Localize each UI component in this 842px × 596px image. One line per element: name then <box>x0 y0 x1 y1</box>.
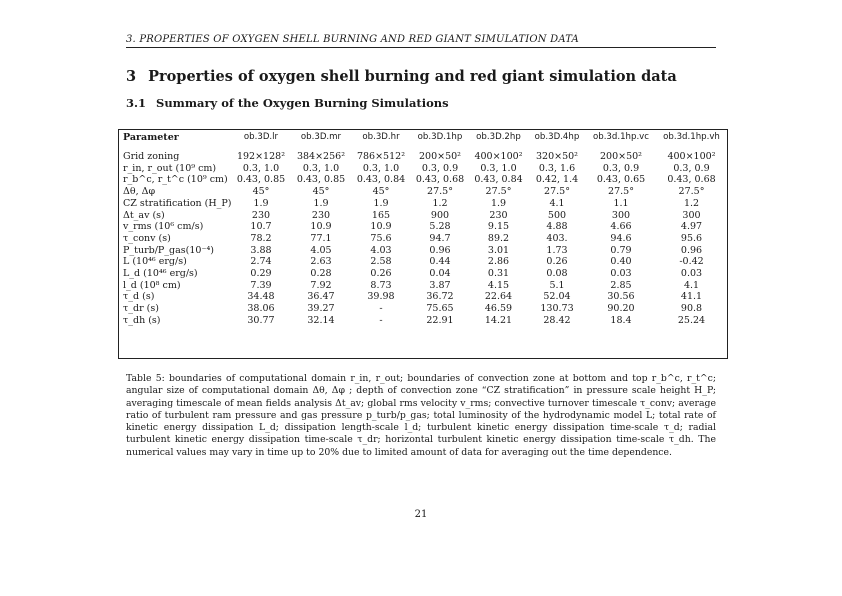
table-cell: 786×512² <box>356 151 406 162</box>
table-cell: 0.43, 0.65 <box>596 174 646 186</box>
table-cell: 0.44 <box>429 256 451 268</box>
table-cell: 1.9 <box>373 197 389 209</box>
table-cell: 130.73 <box>540 303 574 315</box>
table-cell: 45° <box>372 186 390 198</box>
table-row <box>119 174 727 186</box>
table-cell: 94.7 <box>429 232 451 244</box>
table-row <box>119 245 727 257</box>
table-cell: 4.05 <box>310 244 332 256</box>
table-cell: 75.6 <box>370 232 392 244</box>
table-cell: 300 <box>682 209 701 221</box>
column-header: ob.3d.1hp.vh <box>663 132 720 143</box>
table-cell: 0.26 <box>546 256 568 268</box>
table-cell: 38.06 <box>247 303 275 315</box>
page-number: 21 <box>414 509 428 520</box>
table-cell: 90.20 <box>607 303 635 315</box>
table-cell: 22.64 <box>484 291 513 303</box>
table-cell: 34.48 <box>247 291 275 303</box>
table-cell: 0.96 <box>680 244 703 256</box>
table-cell: -0.42 <box>679 256 704 268</box>
table-row <box>119 233 727 245</box>
table-cell: 41.1 <box>680 291 703 303</box>
table-cell: 0.3, 1.0 <box>242 162 280 174</box>
table-cell: 4.97 <box>680 221 703 233</box>
table-row <box>119 256 727 268</box>
section-title: Properties of oxygen shell burning and red giant simulation data <box>148 68 677 85</box>
table-cell: 200×50² <box>600 151 642 162</box>
table-cell: 400×100² <box>474 151 523 162</box>
row-label: CZ stratification (H_P) <box>123 197 232 209</box>
table-cell: 10.7 <box>250 221 272 233</box>
table-cell: 3.01 <box>487 244 510 256</box>
column-header: ob.3D.lr <box>243 132 279 143</box>
table-cell: 7.92 <box>310 279 332 291</box>
row-label: Δt_av (s) <box>123 209 165 221</box>
row-label: L (10⁴⁶ erg/s) <box>123 256 187 268</box>
table-cell: 77.1 <box>310 232 332 244</box>
table-cell: 230 <box>311 209 331 221</box>
table-cell: 0.3, 0.9 <box>673 162 710 174</box>
table-cell: 165 <box>371 209 391 221</box>
table-cell: 320×50² <box>536 151 578 162</box>
table-cell: 28.42 <box>543 314 571 326</box>
row-label: τ_d (s) <box>123 291 155 303</box>
simulation-summary-table <box>118 129 728 359</box>
row-label: l_d (10⁸ cm) <box>123 279 181 291</box>
table-cell: 500 <box>547 209 567 221</box>
table-cell: 400×100² <box>667 151 716 162</box>
row-label: τ_dr (s) <box>123 303 159 315</box>
table-row <box>119 268 727 280</box>
column-header: ob.3D.4hp <box>534 132 580 143</box>
section-number: 3 <box>126 68 137 85</box>
table-cell: 230 <box>489 209 508 221</box>
table-cell: 0.29 <box>250 268 272 280</box>
table-cell: 0.43, 0.84 <box>356 174 406 186</box>
table-cell: 39.98 <box>367 291 395 303</box>
table-cell: 0.04 <box>429 268 451 280</box>
table-cell: 94.6 <box>610 232 632 244</box>
table-cell: 0.43, 0.68 <box>415 174 465 186</box>
running-head: 3. PROPERTIES OF OXYGEN SHELL BURNING AND RED GIANT SIMULATION DATA <box>126 34 716 48</box>
table-cell: 27.5° <box>678 186 705 198</box>
table-cell: 30.56 <box>607 291 635 303</box>
table-cell: 0.08 <box>546 268 568 280</box>
table-caption: Table 5: boundaries of computational domain r_in, r_out; boundaries of convection zone at bottom and top r_b^c, r_t^c; angular size of computational domain Δθ, Δφ ; depth of convection zone “CZ stratification” in pressure scale height H_P; averaging timescale of mean fields analysis Δt_av; global rms velocity v_rms; convective turnover timescale τ_conv; average ratio of turbulent ram pressure and gas pressure p_turb/p_gas; total luminosity of the hydrodynamic model L; total rate of kinetic energy dissipation L_d; dissipation length-scale l_d; turbulent kinetic energy dissipation time-scale τ_d; radial turbulent kinetic energy dissipation time-scale τ_dr; horizontal turbulent kinetic energy dissipation time-scale τ_dh. The numerical values may vary in time up to 20% due to limited amount of data for averaging out the time dependence. <box>126 373 716 458</box>
section-heading <box>126 68 677 85</box>
table-cell: 0.43, 0.84 <box>474 174 523 186</box>
table-row <box>119 280 727 292</box>
table-cell: 89.2 <box>487 232 510 244</box>
row-label: τ_conv (s) <box>123 232 171 244</box>
table-cell: 0.03 <box>610 268 632 280</box>
table-cell: 230 <box>251 209 271 221</box>
table-cell: 14.21 <box>484 314 513 326</box>
table-cell: 900 <box>430 209 450 221</box>
table-cell: 1.9 <box>253 197 269 209</box>
column-header: ob.3d.1hp.vc <box>592 132 649 143</box>
table-cell: 4.1 <box>683 279 700 291</box>
table-cell: 1.2 <box>683 197 700 209</box>
table-cell: 39.27 <box>307 303 335 315</box>
table-cell: 403. <box>546 232 568 244</box>
table-cell: 0.3, 0.9 <box>602 162 640 174</box>
table-cell: 7.39 <box>250 279 272 291</box>
column-header: ob.3D.2hp <box>476 132 521 143</box>
table-cell: - <box>379 303 383 315</box>
table-cell: 2.85 <box>610 279 632 291</box>
table-cell: 0.3, 1.0 <box>480 162 517 174</box>
table-cell: 1.9 <box>313 197 329 209</box>
table-cell: 2.86 <box>487 256 510 268</box>
table-cell: 32.14 <box>307 314 335 326</box>
table-cell: 0.3, 1.6 <box>538 162 576 174</box>
parameter-header: Parameter <box>123 132 179 144</box>
table-cell: 0.40 <box>610 256 632 268</box>
table-row <box>119 186 727 198</box>
table-cell: 5.1 <box>549 279 565 291</box>
table-cell: 0.43, 0.68 <box>667 174 716 186</box>
table-cell: 27.5° <box>485 186 512 198</box>
table-cell: 18.4 <box>610 314 632 326</box>
table-cell: 0.03 <box>680 268 703 280</box>
table-row <box>119 210 727 222</box>
table-cell: 4.66 <box>610 221 632 233</box>
row-label: L_d (10⁴⁶ erg/s) <box>123 268 198 280</box>
table-cell: 0.3, 0.9 <box>421 162 459 174</box>
table-row <box>119 163 727 175</box>
table-cell: 0.3, 1.0 <box>362 162 400 174</box>
table-cell: 300 <box>611 209 631 221</box>
table-cell: 1.1 <box>613 197 629 209</box>
subsection-number: 3.1 <box>126 96 147 110</box>
table-cell: 30.77 <box>247 314 275 326</box>
table-cell: 0.96 <box>429 244 451 256</box>
table-row <box>119 291 727 303</box>
table-cell: 8.73 <box>370 279 392 291</box>
table-row <box>119 221 727 233</box>
table-cell: 0.43, 0.85 <box>296 174 346 186</box>
row-label: r_b^c, r_t^c (10⁹ cm) <box>123 174 228 186</box>
row-label: Grid zoning <box>123 151 180 162</box>
table-row <box>119 303 727 315</box>
column-header: ob.3D.mr <box>300 132 342 143</box>
table-cell: 36.47 <box>307 291 335 303</box>
table-cell: 45° <box>252 186 270 198</box>
table-cell: 384×256² <box>296 151 346 162</box>
table-cell: 78.2 <box>250 232 272 244</box>
table-row <box>119 151 727 163</box>
table-cell: 0.42, 1.4 <box>535 174 579 186</box>
subsection-heading <box>126 96 449 110</box>
table-cell: 2.63 <box>310 256 332 268</box>
table-cell: 95.6 <box>680 232 703 244</box>
table-cell: 0.3, 1.0 <box>302 162 340 174</box>
table-cell: 46.59 <box>484 303 513 315</box>
table-cell: 2.58 <box>370 256 392 268</box>
table-cell: 0.28 <box>310 268 332 280</box>
table-row <box>119 198 727 210</box>
subsection-title: Summary of the Oxygen Burning Simulations <box>156 96 449 110</box>
table-cell: 192×128² <box>236 151 286 162</box>
row-label: v_rms (10⁶ cm/s) <box>123 221 204 233</box>
table-cell: 5.28 <box>429 221 451 233</box>
table-cell: 1.9 <box>490 197 507 209</box>
table-cell: 75.65 <box>426 303 454 315</box>
table-cell: 10.9 <box>370 221 392 233</box>
table-row <box>119 315 727 327</box>
table-cell: 1.2 <box>432 197 448 209</box>
table-cell: 4.15 <box>487 279 510 291</box>
table-header-row <box>119 130 727 144</box>
table-cell: - <box>379 314 383 326</box>
row-label: τ_dh (s) <box>123 314 161 326</box>
table-cell: 1.73 <box>546 244 568 256</box>
row-label: Δθ, Δφ <box>123 186 156 198</box>
table-cell: 36.72 <box>426 291 454 303</box>
table-cell: 27.5° <box>608 186 634 198</box>
table-cell: 27.5° <box>427 186 453 198</box>
table-cell: 10.9 <box>310 221 332 233</box>
table-cell: 0.26 <box>370 268 392 280</box>
table-body <box>119 144 727 327</box>
table-cell: 0.43, 0.85 <box>236 174 286 186</box>
table-cell: 9.15 <box>487 221 510 233</box>
table-cell: 22.91 <box>426 314 454 326</box>
table-cell: 27.5° <box>544 186 570 198</box>
table-cell: 4.03 <box>370 244 392 256</box>
table-cell: 2.74 <box>250 256 272 268</box>
row-label: P_turb/P_gas(10⁻⁴) <box>123 244 214 256</box>
column-header: ob.3D.1hp <box>417 132 463 143</box>
row-label: r_in, r_out (10⁹ cm) <box>123 162 217 174</box>
table-cell: 4.88 <box>546 221 568 233</box>
table-cell: 200×50² <box>419 151 461 162</box>
column-header: ob.3D.hr <box>362 132 400 143</box>
table-cell: 4.1 <box>549 197 565 209</box>
table-cell: 3.88 <box>250 244 272 256</box>
table-cell: 0.31 <box>487 268 510 280</box>
table-cell: 45° <box>312 186 330 198</box>
table-cell: 3.87 <box>429 279 451 291</box>
table-cell: 90.8 <box>680 303 703 315</box>
table-cell: 52.04 <box>543 291 571 303</box>
table-cell: 0.79 <box>610 244 632 256</box>
table-cell: 25.24 <box>677 314 706 326</box>
